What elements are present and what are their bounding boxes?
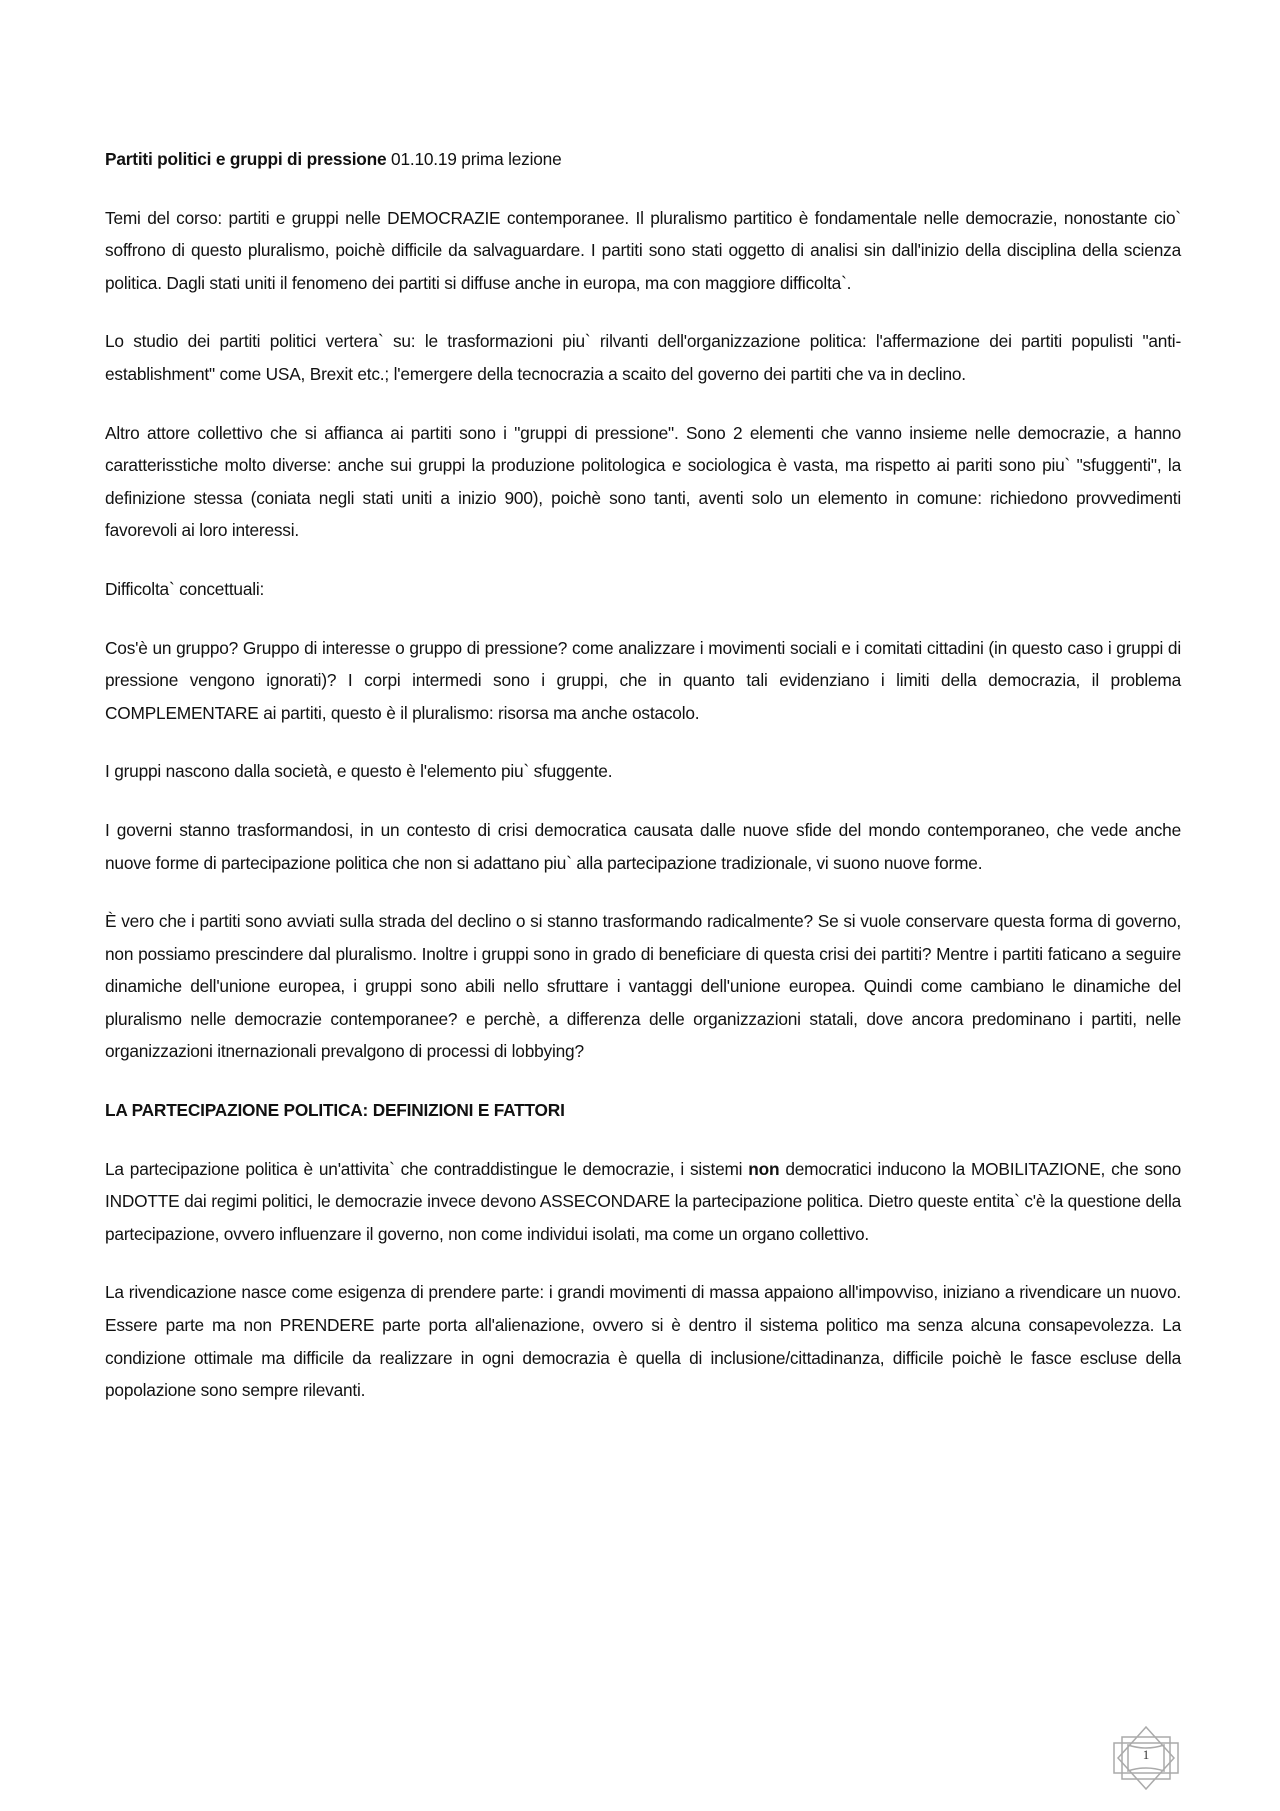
text: democratici inducono la MOBILITAZIONE, che sono INDOTTE dai regimi politici, le democrazie invece devono ASSECONDARE la partecipazione politica. Dietro queste entita` c'è la questione della partecipazione, ovvero influenzare il governo, non come individui isolati, ma come un organo collettivo. [105, 1158, 1181, 1244]
paragraph [105, 1153, 1181, 1251]
paragraph: Temi del corso: partiti e gruppi nelle DEMOCRAZIE contemporanee. Il pluralismo partitico è fondamentale nelle democrazie, nonostante cio` soffrono di questo pluralismo, poichè difficile da salvaguardare. I partiti sono stati oggetto di analisi sin dall'inizio della disciplina della scienza politica. Dagli stati uniti il fenomeno dei partiti si diffuse anche in europa, ma con maggiore difficolta`. [105, 207, 1181, 293]
paragraph: Lo studio dei partiti politici vertera` su: le trasformazioni piu` rilvanti dell'organizzazione politica: l'affermazione dei partiti populisti "anti-establishment" come USA, Brexit etc.; l'emergere della tecnocrazia a scaito del governo dei partiti che va in declino. [105, 331, 1181, 384]
text: La partecipazione politica è un'attivita` che contraddistingue le democrazie, i sistemi [105, 1158, 749, 1179]
paragraph: I gruppi nascono dalla società, e questo è l'elemento piu` sfuggente. [105, 761, 613, 782]
paragraph: Cos'è un gruppo? Gruppo di interesse o gruppo di pressione? come analizzare i movimenti sociali e i comitati cittadini (in questo caso i gruppi di pressione vengono ignorati)? I corpi intermedi sono i gruppi, che in quanto tali evidenziano i limiti della democrazia, il problema COMPLEMENTARE ai partiti, questo è il pluralismo: risorsa ma anche ostacolo. [105, 637, 1181, 723]
paragraph: La rivendicazione nasce come esigenza di prendere parte: i grandi movimenti di massa appaiono all'impovviso, iniziano a rivendicare un nuovo. Essere parte ma non PRENDERE parte porta all'alienazione, ovvero si è dentro il sistema politico ma senza alcuna consapevolezza. La condizione ottimale ma difficile da realizzare in ogni democrazia è quella di inclusione/cittadinanza, difficile poichè le fasce escluse della popolazione sono sempre rilevanti. [105, 1282, 1181, 1401]
paragraph: Altro attore collettivo che si affianca ai partiti sono i "gruppi di pressione". Sono 2 elementi che vanno insieme nelle democrazie, a hanno caratterisstiche molto diverse: anche sui gruppi la produzione politologica e sociologica è vasta, ma rispetto ai pariti sono piu` "sfuggenti", la definizione stessa (coniata negli stati uniti a inizio 900), poichè sono tanti, aventi solo un elemento in comune: richiedono provvedimenti favorevoli ai loro interessi. [105, 422, 1181, 541]
section-heading [105, 1094, 1181, 1127]
paragraph: È vero che i partiti sono avviati sulla strada del declino o si stanno trasformando radicalmente? Se si vuole conservare questa forma di governo, non possiamo prescindere dal pluralismo. Inoltre i gruppi sono in grado di beneficiare di questa crisi dei partiti? Mentre i partiti faticano a seguire dinamiche dell'unione europea, i gruppi sono abili nello sfruttare i vantaggi dell'unione europea. Quindi come cambiano le dinamiche del pluralismo nelle democrazie contemporanee? e perchè, a differenza delle organizzazioni statali, dove ancora predominano i partiti, nelle organizzazioni itnernazionali prevalgono di processi di lobbying? [105, 911, 1181, 1062]
paragraph: I governi stanno trasformandosi, in un contesto di crisi democratica causata dalle nuove sfide del mondo contemporaneo, che vede anche nuove forme di partecipazione politica che non si adattano piu` alla partecipazione tradizionale, vi suono nuove forme. [105, 819, 1181, 873]
section-heading-text: LA PARTECIPAZIONE POLITICA: DEFINIZIONI E FATTORI [105, 1100, 565, 1121]
page-number: 1 [1142, 1747, 1150, 1762]
document-page [105, 143, 1181, 1433]
bold-text: non [748, 1158, 780, 1179]
document-title [105, 143, 1181, 176]
title-date: 01.10.19 prima lezione [386, 149, 562, 169]
paragraph: Difficolta` concettuali: [105, 578, 265, 599]
page-number-badge [1112, 1725, 1180, 1791]
title-bold: Partiti politici e gruppi di pressione [105, 149, 387, 169]
